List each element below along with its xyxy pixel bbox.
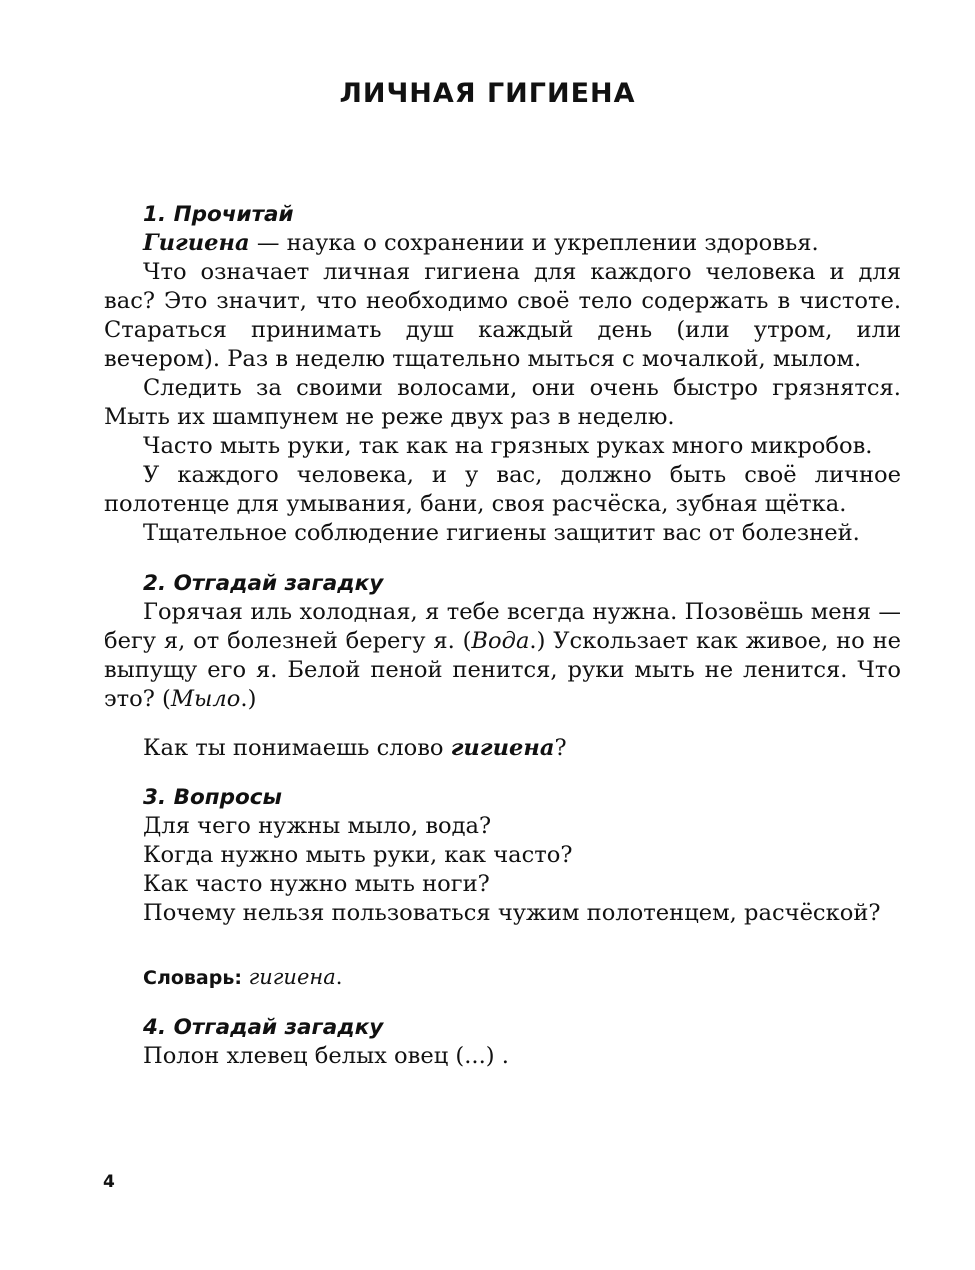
question-3: Как часто нужно мыть ноги? [143, 871, 490, 897]
riddle-text-1: Горячая иль холодная, я тебе всегда нужна. Позовёшь меня — бегу я, от болезней берегу я. ( [104, 599, 901, 654]
dictionary-end: . [335, 965, 343, 989]
page-title: ЛИЧНАЯ ГИГИЕНА [339, 78, 636, 109]
riddle-2: Полон хлевец белых овец (...) . [143, 1043, 509, 1069]
paragraph-3: Часто мыть руки, так как на грязных руках много микробов. [143, 433, 873, 459]
question-4: Почему нельзя пользоваться чужим полотенцем, расчёской? [143, 900, 881, 926]
question-1: Для чего нужны мыло, вода? [143, 813, 492, 839]
question-word: гигиена [450, 735, 555, 761]
paragraph-1: Что означает личная гигиена для каждого человека и для вас? Это значит, что необходимо своё тело содержать в чистоте. Стараться принимать душ каждый день (или утром, или вечером). Раз в неделю тщательно мыться с мочалкой, мылом. [104, 259, 901, 372]
answer-soap: Мыло [170, 686, 241, 712]
page-number: 4 [103, 1172, 115, 1192]
dictionary-word: гигиена [248, 965, 336, 989]
dictionary-label: Словарь: [143, 967, 242, 989]
definition-text: — наука о сохранении и укреплении здоровья. [249, 230, 819, 256]
question-suffix: ? [554, 735, 567, 761]
section-2-heading: 2. Отгадай загадку [143, 571, 384, 596]
question-2: Когда нужно мыть руки, как часто? [143, 842, 573, 868]
riddle-paragraph [104, 598, 901, 714]
question-word-meaning [143, 734, 901, 763]
section-4-heading: 4. Отгадай загадку [143, 1015, 384, 1040]
section-3-heading: 3. Вопросы [143, 785, 282, 810]
definition-term: Гигиена [143, 230, 250, 256]
dictionary-line [143, 963, 901, 993]
section-1-heading: 1. Прочитай [143, 202, 294, 227]
riddle-text-3: .) [240, 686, 257, 712]
page-content [104, 200, 901, 1071]
answer-water: Вода [471, 628, 530, 654]
question-prefix: Как ты понимаешь слово [143, 735, 451, 761]
riddle-text-2: .) Ускользает как живое, но не выпущу его я. Белой пеной пенится, руки мыть не ленится. Что это? ( [104, 628, 901, 712]
definition-paragraph [104, 229, 901, 258]
paragraph-2: Следить за своими волосами, они очень быстро грязнятся. Мыть их шампунем не реже двух раз в неделю. [104, 375, 901, 430]
paragraph-5: Тщательное соблюдение гигиены защитит вас от болезней. [143, 520, 860, 546]
paragraph-4: У каждого человека, и у вас, должно быть своё личное полотенце для умывания, бани, своя расчёска, зубная щётка. [104, 462, 901, 517]
